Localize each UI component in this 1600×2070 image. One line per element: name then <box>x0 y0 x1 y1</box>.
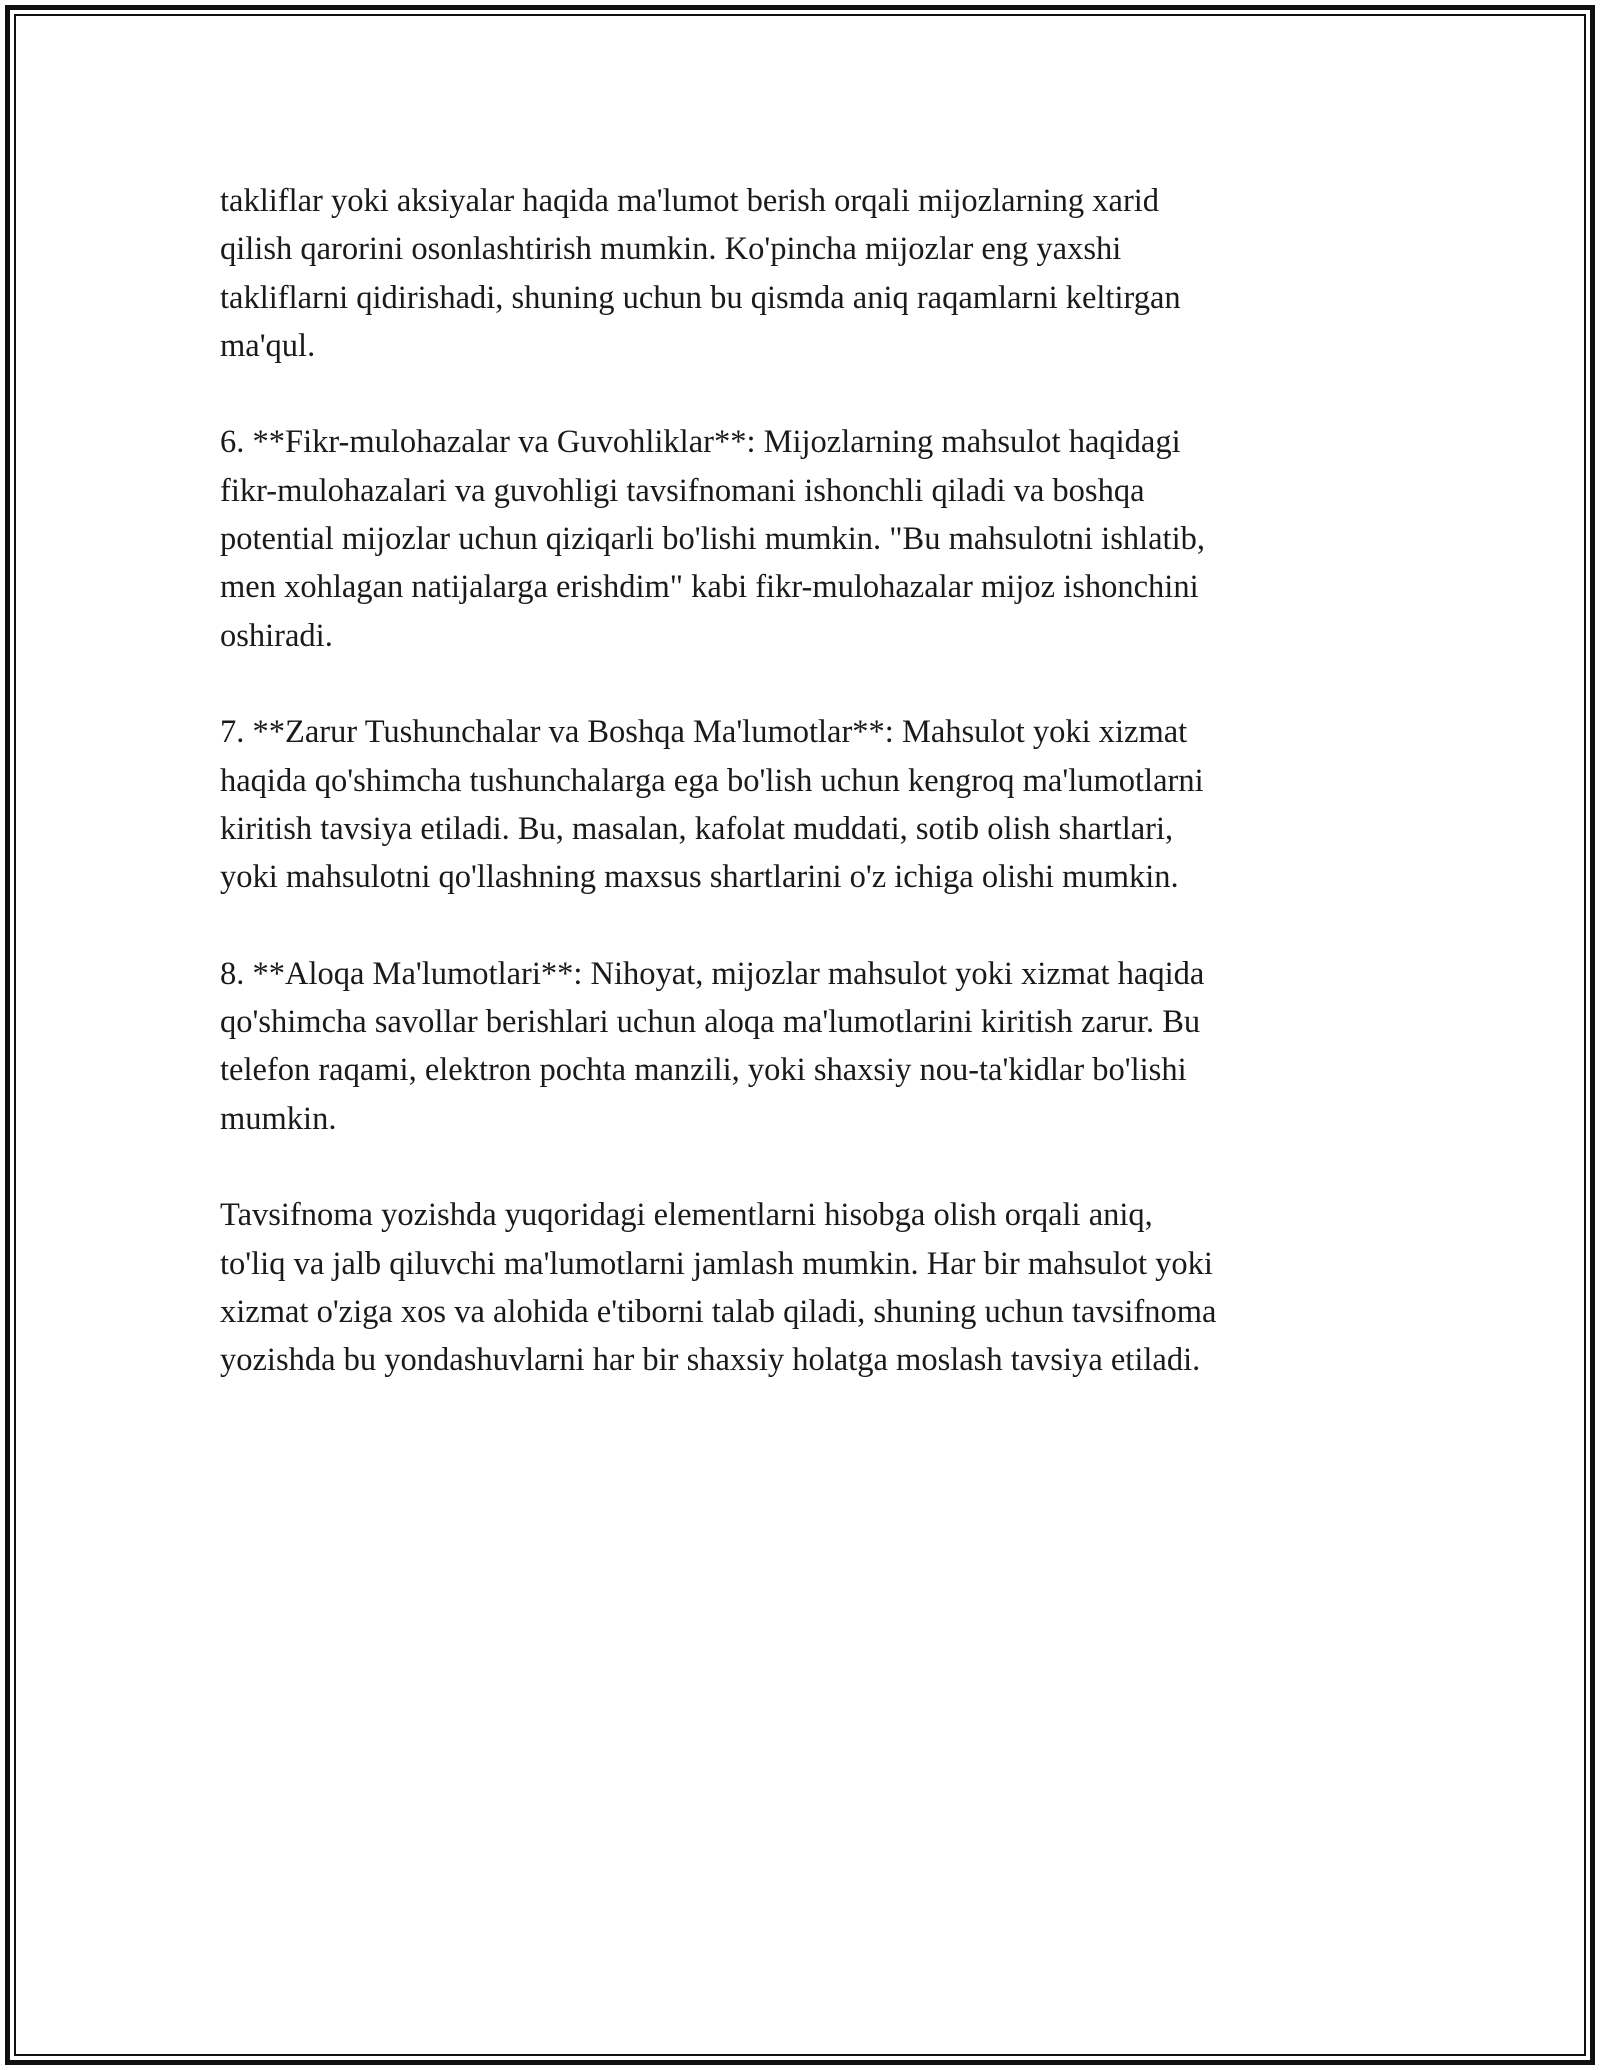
paragraph-offers-intro: takliflar yoki aksiyalar haqida ma'lumot berish orqali mijozlarning xarid qilish qarorini osonlashtirish mumkin. Ko'pincha mijozlar eng yaxshi takliflarni qidirishadi, shuning uchun bu qismda aniq raqamlarni keltirgan ma'qul. <box>220 183 1181 364</box>
paragraph-conclusion: Tavsifnoma yozishda yuqoridagi elementlarni hisobga olish orqali aniq, to'liq va jalb qiluvchi ma'lumotlarni jamlash mumkin. Har bir mahsulot yoki xizmat o'ziga xos va alohida e'tiborni talab qiladi, shuning uchun tavsifnoma yozishda bu yondashuvlarni har bir shaxsiy holatga moslash tavsiya etiladi. <box>220 1197 1217 1379</box>
paragraph-contact-info: 8. **Aloqa Ma'lumotlari**: Nihoyat, mijozlar mahsulot yoki xizmat haqida qo'shimcha savollar berishlari uchun aloqa ma'lumotlarini kiritish zarur. Bu telefon raqami, elektron pochta manzili, yoki shaxsiy nou-ta'kidlar bo'lishi mumkin. <box>220 955 1205 1137</box>
paragraph-feedback-testimonials: 6. **Fikr-mulohazalar va Guvohliklar**: Mijozlarning mahsulot haqidagi fikr-mulohazalari va guvohligi tavsifnomani ishonchli qiladi va boshqa potential mijozlar uchun qiziqarli bo'lishi mumkin. "Bu mahsulotni ishlatib, men xohlagan natijalarga erishdim" kabi fikr-mulohazalar mijoz ishonchini oshiradi. <box>220 424 1205 654</box>
paragraph-additional-info: 7. **Zarur Tushunchalar va Boshqa Ma'lumotlar**: Mahsulot yoki xizmat haqida qo'shimcha tushunchalarga ega bo'lish uchun kengroq ma'lumotlarni kiritish tavsiya etiladi. Bu, masalan, kafolat muddati, sotib olish shartlari, yoki mahsulotni qo'llashning maxsus shartlarini o'z ichiga olishi mumkin. <box>220 714 1204 896</box>
document-body <box>220 177 1370 1433</box>
